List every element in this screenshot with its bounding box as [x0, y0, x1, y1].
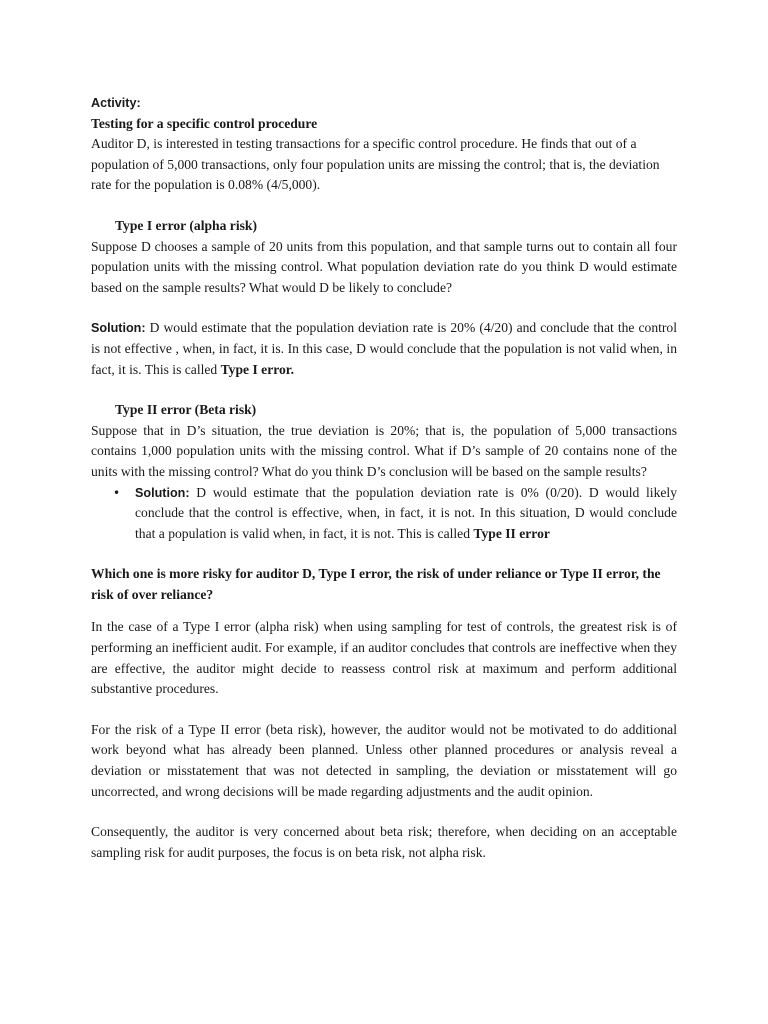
- type2-solution: [135, 483, 677, 545]
- intro-paragraph: Auditor D, is interested in testing transactions for a specific control procedure. He finds that out of a population of 5,000 transactions, only four population units are missing the control; that is, the deviation rate for the population is 0.08% (4/5,000).: [91, 136, 660, 193]
- bullet-icon: •: [113, 485, 121, 500]
- type2-question: Suppose that in D’s situation, the true deviation is 20%; that is, the population of 5,000 transactions contains 1,000 population units with the missing control. What if D’s sample of 20 contains none of the units with the missing control? What do you think D’s conclusion will be based on the sample results?: [91, 422, 677, 479]
- type1-solution-label: Solution:: [91, 321, 146, 336]
- type1-question: Suppose D chooses a sample of 20 units from this population, and that sample turns out to contain all four population units with the missing control. What population deviation rate do you think D would estimate based on the sample results? What would D be likely to conclude?: [91, 238, 677, 295]
- beta-risk-paragraph: For the risk of a Type II error (beta risk), however, the auditor would not be motivated to do additional work beyond what has already been planned. Unless other planned procedures or analysis reveal a deviation or misstatement that was not detected in sampling, the deviation or misstatement will go uncorrected, and wrong decisions will be made regarding adjustments and the audit opinion.: [91, 721, 677, 799]
- alpha-risk-paragraph: In the case of a Type I error (alpha risk) when using sampling for test of controls, the greatest risk is of performing an inefficient audit. For example, if an auditor concludes that controls are ineffective when they are effective, the auditor might decide to reassess control risk at maximum and perform additional substantive procedures.: [91, 619, 677, 697]
- type2-solution-label: Solution:: [135, 485, 190, 500]
- type2-solution-item: [113, 483, 677, 545]
- type1-title: Type I error (alpha risk): [115, 217, 257, 233]
- risk-question: Which one is more risky for auditor D, Type I error, the risk of under reliance or Type II error, the risk of over reliance?: [91, 566, 661, 602]
- type2-solution-term: Type II error: [473, 525, 550, 541]
- activity-label: Activity:: [91, 96, 141, 110]
- type2-solution-text: D would estimate that the population deviation rate is 0% (0/20). D would likely conclude that the control is effective, when, in fact, it is not. In this situation, D would conclude that a population is valid when, in fact, it is not. This is called: [135, 484, 677, 541]
- document-page: [91, 93, 677, 863]
- type1-solution-term: Type I error.: [220, 361, 294, 377]
- type1-solution-text: D would estimate that the population deviation rate is 20% (4/20) and conclude that the control is not effective , when, in fact, it is. In this case, D would conclude that the population is not valid when, in fact, it is. This is called: [91, 320, 677, 377]
- type2-title: Type II error (Beta risk): [115, 402, 257, 418]
- conclusion-paragraph: Consequently, the auditor is very concerned about beta risk; therefore, when deciding on an acceptable sampling risk for audit purposes, the focus is on beta risk, not alpha risk.: [91, 824, 677, 860]
- type1-solution: [91, 318, 677, 380]
- section-heading: Testing for a specific control procedure: [91, 115, 318, 131]
